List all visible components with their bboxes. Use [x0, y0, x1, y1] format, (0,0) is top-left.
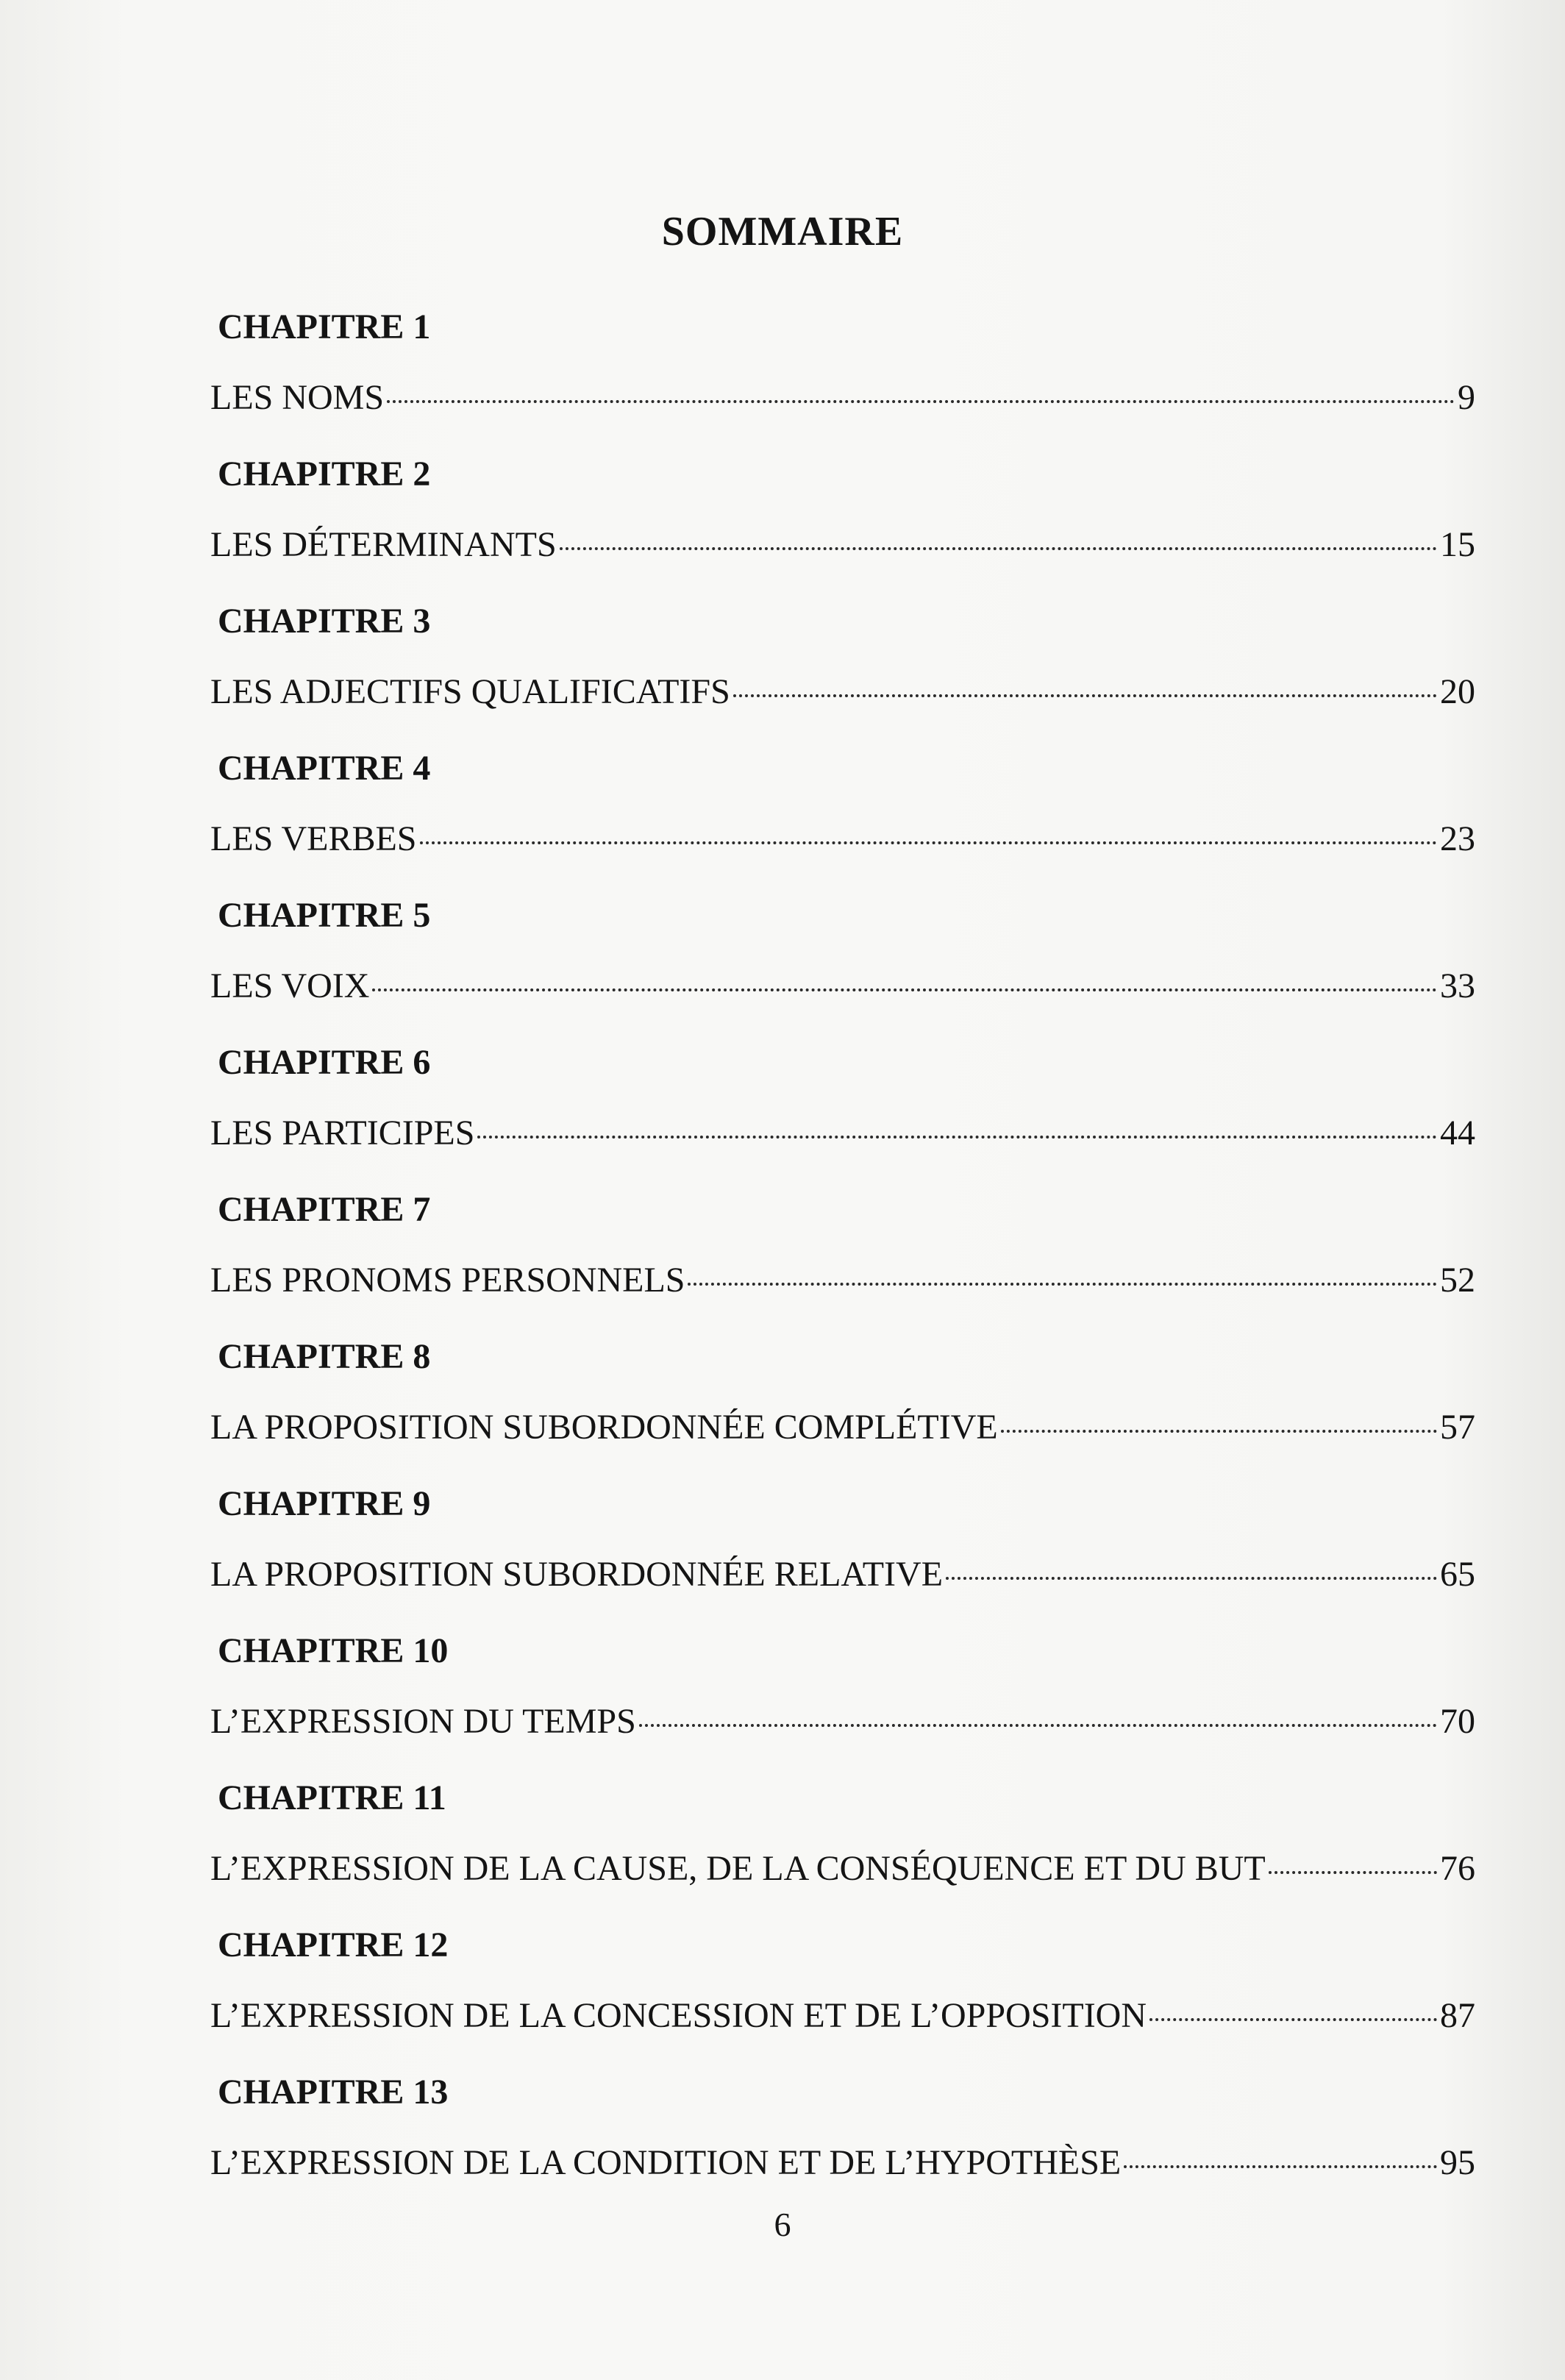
toc-chapter	[210, 1033, 1475, 1180]
entry-title: LES DÉTERMINANTS	[210, 525, 557, 564]
toc-entry	[210, 1407, 1475, 1447]
toc-entry	[210, 1554, 1475, 1595]
dot-leader	[1124, 2165, 1437, 2168]
entry-page-number: 76	[1440, 1849, 1475, 1888]
page-title: SOMMAIRE	[661, 209, 904, 254]
chapter-label: CHAPITRE 10	[218, 1631, 449, 1670]
dot-leader	[1269, 1871, 1437, 1874]
chapter-label: CHAPITRE 8	[218, 1337, 431, 1376]
toc-chapter	[210, 1622, 1475, 1769]
toc-chapter	[210, 445, 1475, 592]
entry-title: LES VOIX	[210, 966, 370, 1005]
entry-page-number: 70	[1440, 1702, 1475, 1741]
toc-entry	[210, 819, 1475, 859]
dot-leader	[420, 841, 1438, 844]
chapter-label: CHAPITRE 3	[218, 602, 431, 641]
dot-leader	[387, 400, 1455, 403]
toc-entry	[210, 1848, 1475, 1889]
entry-title: LES VERBES	[210, 819, 417, 858]
chapter-label: CHAPITRE 7	[218, 1190, 431, 1229]
toc-entry	[210, 966, 1475, 1006]
entry-page-number: 95	[1440, 2143, 1475, 2182]
toc-entry	[210, 2142, 1475, 2183]
entry-page-number: 15	[1440, 525, 1475, 564]
chapter-label: CHAPITRE 4	[218, 749, 431, 788]
chapter-label: CHAPITRE 11	[218, 1778, 446, 1817]
entry-title: LA PROPOSITION SUBORDONNÉE RELATIVE	[210, 1555, 944, 1594]
toc-chapter	[210, 298, 1475, 445]
entry-title: LES ADJECTIFS QUALIFICATIFS	[210, 672, 730, 711]
toc-entry	[210, 524, 1475, 565]
dot-leader	[560, 547, 1437, 550]
table-of-contents	[210, 298, 1475, 2210]
entry-title: L’EXPRESSION DE LA CONCESSION ET DE L’OPPOSITION	[210, 1996, 1147, 2035]
chapter-label: CHAPITRE 2	[218, 455, 431, 494]
entry-title: LA PROPOSITION SUBORDONNÉE COMPLÉTIVE	[210, 1408, 998, 1447]
entry-title: L’EXPRESSION DE LA CAUSE, DE LA CONSÉQUENCE ET DU BUT	[210, 1849, 1266, 1888]
toc-entry	[210, 1113, 1475, 1153]
toc-chapter	[210, 1180, 1475, 1328]
entry-page-number: 44	[1440, 1114, 1475, 1152]
entry-page-number: 20	[1440, 672, 1475, 711]
toc-entry	[210, 1995, 1475, 2036]
chapter-label: CHAPITRE 9	[218, 1484, 431, 1523]
entry-page-number: 33	[1440, 966, 1475, 1005]
toc-chapter	[210, 1916, 1475, 2063]
page-number: 6	[774, 2206, 791, 2243]
entry-page-number: 52	[1440, 1261, 1475, 1300]
toc-chapter	[210, 1328, 1475, 1475]
dot-leader	[1001, 1430, 1437, 1433]
toc-chapter	[210, 886, 1475, 1033]
entry-page-number: 57	[1440, 1408, 1475, 1447]
toc-chapter	[210, 739, 1475, 886]
dot-leader	[946, 1577, 1437, 1580]
entry-page-number: 87	[1440, 1996, 1475, 2035]
toc-chapter	[210, 592, 1475, 739]
toc-chapter	[210, 2063, 1475, 2210]
dot-leader	[372, 988, 1437, 991]
toc-entry	[210, 671, 1475, 712]
entry-page-number: 9	[1458, 378, 1475, 417]
entry-page-number: 23	[1440, 819, 1475, 858]
entry-title: LES NOMS	[210, 378, 385, 417]
toc-entry	[210, 1701, 1475, 1742]
dot-leader	[477, 1136, 1437, 1139]
dot-leader	[1149, 2018, 1437, 2021]
chapter-label: CHAPITRE 12	[218, 1925, 449, 1964]
chapter-label: CHAPITRE 13	[218, 2073, 449, 2112]
toc-chapter	[210, 1475, 1475, 1622]
chapter-label: CHAPITRE 6	[218, 1043, 431, 1082]
entry-title: L’EXPRESSION DU TEMPS	[210, 1702, 636, 1741]
dot-leader	[688, 1283, 1437, 1286]
dot-leader	[733, 694, 1437, 697]
toc-chapter	[210, 1769, 1475, 1916]
entry-title: L’EXPRESSION DE LA CONDITION ET DE L’HYPOTHÈSE	[210, 2143, 1122, 2182]
entry-title: LES PRONOMS PERSONNELS	[210, 1261, 685, 1300]
entry-page-number: 65	[1440, 1555, 1475, 1594]
entry-title: LES PARTICIPES	[210, 1114, 475, 1152]
dot-leader	[639, 1724, 1437, 1727]
chapter-label: CHAPITRE 5	[218, 896, 431, 935]
chapter-label: CHAPITRE 1	[218, 307, 431, 346]
toc-entry	[210, 1260, 1475, 1300]
toc-entry	[210, 377, 1475, 418]
